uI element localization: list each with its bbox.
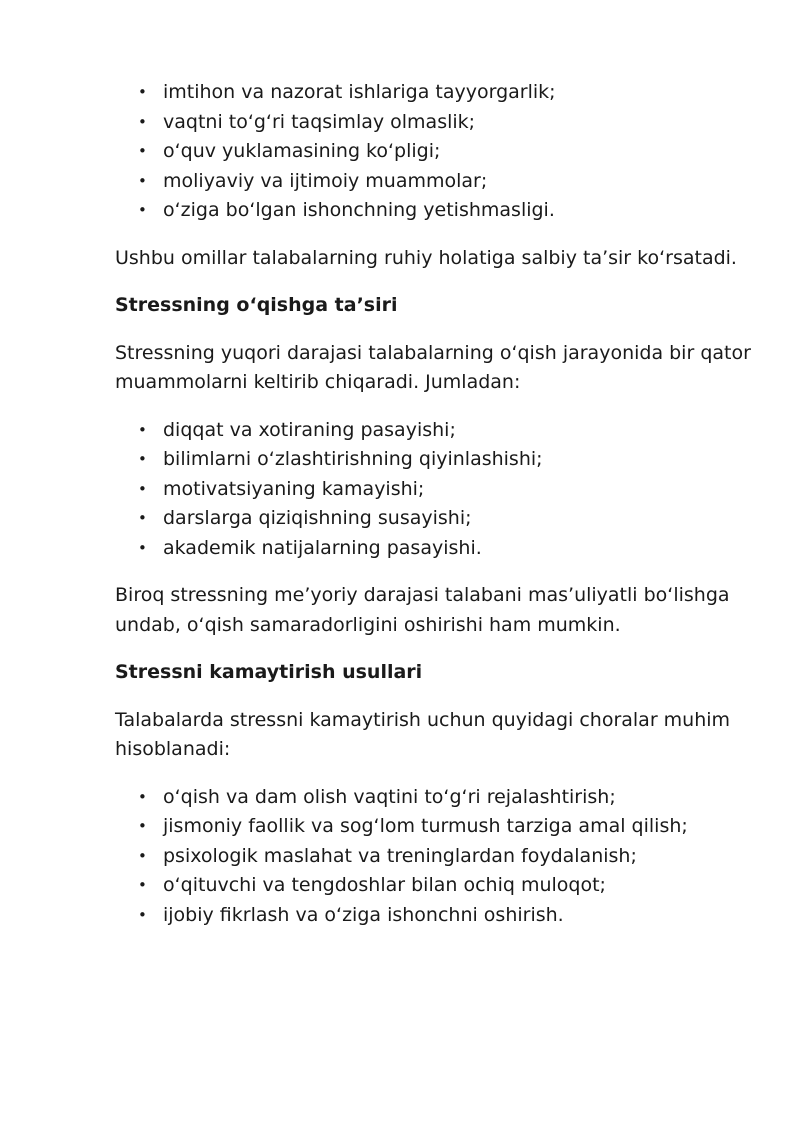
bullet-icon: • — [138, 817, 147, 835]
list-item: • motivatsiyaning kamayishi; — [115, 475, 755, 505]
bullet-icon: • — [138, 112, 147, 131]
paragraph-stress-reduction-intro: Talabalarda stressni kamaytirish uchun quyidagi choralar muhim hisoblanadi: — [115, 708, 731, 760]
bullet-icon: • — [138, 876, 147, 894]
list-item: • jismoniy faollik va sog‘lom turmush tarziga amal qilish; — [115, 812, 755, 842]
bullet-icon: • — [138, 846, 147, 865]
bullet-list-stress-causes — [115, 78, 755, 226]
bullet-icon: • — [138, 142, 147, 160]
list-item: • ijobiy fikrlash va o‘ziga ishonchni oshirish. — [115, 901, 755, 931]
bullet-list-stress-impacts — [115, 416, 755, 564]
section-heading-stress-impact: Stressning o‘qishga ta’siri — [115, 294, 398, 316]
section-heading-stress-reduction: Stressni kamaytirish usullari — [115, 661, 423, 683]
list-item: • psixologik maslahat va treninglardan foydalanish; — [115, 842, 755, 872]
list-item: • akademik natijalarning pasayishi. — [115, 534, 755, 564]
list-item: • o‘ziga bo‘lgan ishonchning yetishmasligi. — [115, 196, 755, 226]
paragraph-moderate-stress: Biroq stressning me’yoriy darajasi talabani mas’uliyatli bo‘lishga undab, o‘qish samaradorligini oshirishi ham mumkin. — [115, 584, 730, 636]
document-page — [115, 78, 755, 930]
bullet-icon: • — [138, 420, 147, 439]
bullet-icon: • — [138, 171, 147, 190]
paragraph-stress-impact-intro: Stressning yuqori darajasi talabalarning o‘qish jarayonida bir qator muammolarni keltirib chiqaradi. Jumladan: — [115, 341, 751, 393]
list-item: • o‘qish va dam olish vaqtini to‘g‘ri rejalashtirish; — [115, 783, 755, 813]
bullet-list-stress-reduction-methods — [115, 783, 755, 931]
list-item: • diqqat va xotiraning pasayishi; — [115, 416, 755, 446]
paragraph-effects-summary: Ushbu omillar talabalarning ruhiy holatiga salbiy ta’sir ko‘rsatadi. — [115, 246, 737, 269]
bullet-icon: • — [138, 538, 147, 557]
list-item: • moliyaviy va ijtimoiy muammolar; — [115, 167, 755, 197]
list-item: • bilimlarni o‘zlashtirishning qiyinlashishi; — [115, 445, 755, 475]
list-item: • darslarga qiziqishning susayishi; — [115, 504, 755, 534]
list-item: • imtihon va nazorat ishlariga tayyorgarlik; — [115, 78, 755, 108]
bullet-icon: • — [138, 450, 147, 468]
bullet-icon: • — [138, 509, 147, 527]
bullet-icon: • — [138, 787, 147, 806]
bullet-icon: • — [138, 905, 147, 924]
list-item: • o‘quv yuklamasining ko‘pligi; — [115, 137, 755, 167]
bullet-icon: • — [138, 479, 147, 498]
list-item: • o‘qituvchi va tengdoshlar bilan ochiq muloqot; — [115, 871, 755, 901]
bullet-icon: • — [138, 201, 147, 219]
list-item: • vaqtni to‘g‘ri taqsimlay olmaslik; — [115, 108, 755, 138]
bullet-icon: • — [138, 83, 147, 101]
